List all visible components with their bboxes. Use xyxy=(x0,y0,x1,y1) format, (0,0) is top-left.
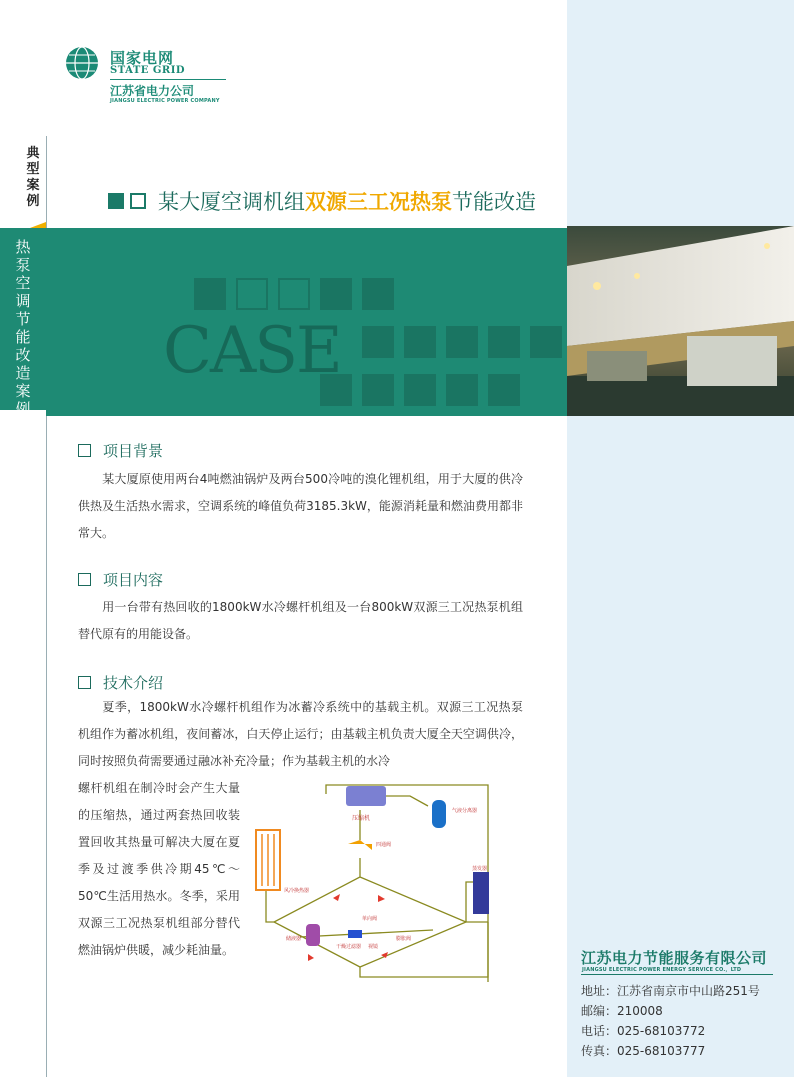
company-postcode: 邮编：210008 xyxy=(581,1004,663,1018)
four-way-label: 四通阀 xyxy=(376,842,392,848)
banner-block xyxy=(446,326,478,358)
compressor-label: 压缩机 xyxy=(352,815,371,822)
section-background-text xyxy=(78,466,523,547)
company-phone: 电话：025-68103772 xyxy=(581,1024,706,1038)
banner-block xyxy=(320,278,352,310)
separator-label: 气液分离器 xyxy=(452,808,478,814)
section-heading-content xyxy=(78,569,163,590)
section-body: 某大厦原使用两台4吨燃油锅炉及两台500冷吨的溴化锂机组，用于大厦的供冷供热及生活热水需求，空调系统的峰值负荷3185.3kW，能源消耗量和燃油费用都非常大。 xyxy=(78,472,523,540)
logo-name-cn: 国家电网 xyxy=(110,49,175,67)
logo-divider xyxy=(110,79,226,80)
section-body: 夏季，1800kW水冷螺杆机组作为冰蓄冷系统中的基载主机。双源三工况热泵机组作为蓄冰机组，夜间蓄冰，白天停止运行；由基载主机负责大厦全天空调供冷，同时按照负荷需要通过融冰补充冷量；作为基载主机的水冷 xyxy=(78,700,523,768)
company-address: 地址：江苏省南京市中山路251号 xyxy=(581,984,760,998)
section-heading-text: 项目背景 xyxy=(103,442,164,460)
title-filled-square-icon xyxy=(108,193,124,209)
filter-label: 干燥过滤器 xyxy=(336,944,362,950)
section-square-icon xyxy=(78,676,91,689)
expansion-label: 膨胀阀 xyxy=(396,936,412,942)
state-grid-logo xyxy=(64,45,234,107)
banner-block xyxy=(446,374,478,406)
banner-block xyxy=(488,326,520,358)
sight-glass-label: 视镜 xyxy=(368,944,379,950)
globe-icon xyxy=(64,45,100,81)
factory-photo xyxy=(567,226,794,416)
case-watermark: CASE xyxy=(163,314,341,388)
company-name-en: JIANGSU ELECTRIC POWER ENERGY SERVICE CO.，LTD xyxy=(582,967,742,973)
banner-block xyxy=(404,326,436,358)
title-prefix: 某大厦空调机组 xyxy=(158,190,305,214)
filter-icon xyxy=(348,930,362,938)
evaporator-icon xyxy=(473,872,489,914)
section-heading-background xyxy=(78,440,163,461)
banner-block xyxy=(194,278,226,310)
section-body: 用一台带有热回收的1800kW水冷螺杆机组及一台800kW双源三工况热泵机组替代原有的用能设备。 xyxy=(78,600,523,641)
page-title xyxy=(108,186,536,216)
side-label-heatpump: 热泵空调节能改造案例 xyxy=(15,238,31,418)
receiver-label: 储液器 xyxy=(286,936,302,942)
evaporator-label: 蒸发器 xyxy=(472,866,488,872)
side-label-typical-case: 典型案例 xyxy=(26,146,40,209)
check-valve-label: 单向阀 xyxy=(362,916,378,922)
banner-block xyxy=(362,278,394,310)
section-square-icon xyxy=(78,444,91,457)
section-tech-text xyxy=(78,694,523,775)
section-content-text xyxy=(78,594,523,648)
banner-block xyxy=(278,278,310,310)
banner-block xyxy=(530,326,562,358)
compressor-icon xyxy=(346,786,386,806)
title-suffix: 节能改造 xyxy=(452,190,536,214)
company-fax: 传真：025-68103777 xyxy=(581,1044,706,1058)
air-exchanger-label: 风冷换热器 xyxy=(284,888,310,894)
title-text xyxy=(158,186,536,216)
logo-name-en: STATE GRID xyxy=(110,65,186,76)
receiver-icon xyxy=(306,924,320,946)
banner-block xyxy=(488,374,520,406)
section-heading-text: 项目内容 xyxy=(103,571,164,589)
side-label-band xyxy=(0,228,46,418)
banner-block xyxy=(236,278,268,310)
section-heading-text: 技术介绍 xyxy=(103,674,164,692)
title-outline-square-icon xyxy=(130,193,146,209)
section-heading-tech xyxy=(78,672,163,693)
right-side-panel xyxy=(567,0,794,1077)
logo-company-cn: 江苏省电力公司 xyxy=(110,84,195,98)
section-square-icon xyxy=(78,573,91,586)
title-highlight: 双源三工况热泵 xyxy=(305,190,452,214)
banner-block xyxy=(362,374,394,406)
four-way-valve-icon xyxy=(348,840,372,850)
heat-pump-diagram xyxy=(248,782,508,982)
separator-icon xyxy=(432,800,446,828)
company-name-cn: 江苏电力节能服务有限公司 xyxy=(581,949,768,967)
banner-block xyxy=(404,374,436,406)
logo-company-en: JIANGSU ELECTRIC POWER COMPANY xyxy=(110,98,220,104)
case-banner xyxy=(46,228,567,416)
company-divider xyxy=(581,974,773,975)
section-tech-text-cont: 螺杆机组在制冷时会产生大量的压缩热，通过两套热回收装置回收其热量可解决大厦在夏季及过渡季供冷期45℃～50℃生活用热水。冬季，采用双源三工况热泵机组部分替代燃油锅炉供暖，减少耗油量。 xyxy=(78,781,240,957)
banner-block xyxy=(362,326,394,358)
